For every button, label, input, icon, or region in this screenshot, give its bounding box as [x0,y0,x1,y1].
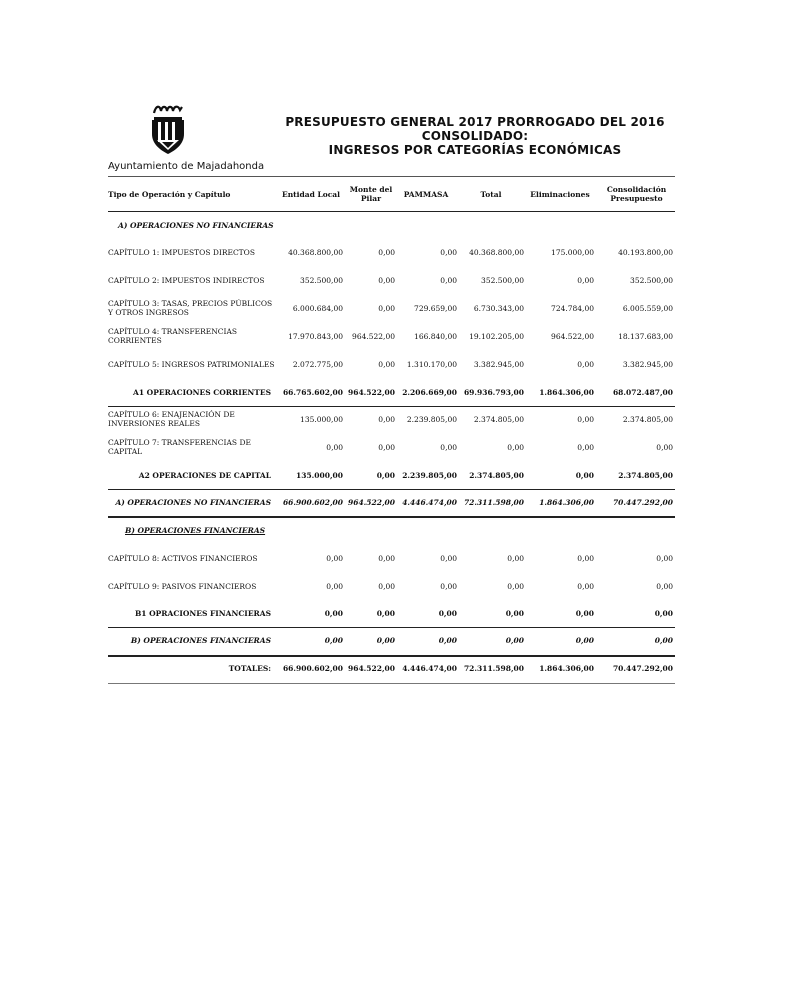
cell-entidad: 0,00 [324,609,343,618]
col-header-total: Total [480,189,502,199]
cell-monte: 0,00 [378,248,395,257]
cell-entidad: 352.500,00 [300,276,343,285]
col-header-entidad: Entidad Local [282,189,340,199]
cell-consolidacion: 0,00 [656,582,673,591]
cell-total: 72.311.598,00 [463,498,524,507]
cell-total: 2.374.805,00 [469,471,524,480]
cell-total: 0,00 [505,636,524,645]
table-bottom-rule [108,683,675,684]
table-header [108,177,675,212]
cell-pammasa: 0,00 [440,582,457,591]
cell-consolidacion: 0,00 [654,609,673,618]
cell-entidad: 135.000,00 [300,415,343,424]
cell-monte: 964.522,00 [352,332,395,341]
row-label: A2 OPERACIONES DE CAPITAL [138,471,271,480]
cell-monte: 0,00 [378,304,395,313]
cell-entidad: 0,00 [326,443,343,452]
cell-pammasa: 0,00 [438,636,457,645]
row-divider [108,489,675,490]
cell-eliminaciones: 1.864.306,00 [539,664,594,673]
cell-pammasa: 2.239.805,00 [406,415,457,424]
majadahonda-coat-of-arms-icon [150,104,186,158]
cell-total: 3.382.945,00 [473,360,524,369]
cell-pammasa: 0,00 [440,443,457,452]
cell-monte: 0,00 [378,276,395,285]
cell-total: 72.311.598,00 [463,664,524,673]
row-label: CAPÍTULO 4: TRANSFERENCIAS CORRIENTES [108,327,238,345]
row-label: B) OPERACIONES FINANCIERAS [130,636,271,645]
cell-consolidacion: 0,00 [654,636,673,645]
title-line-1: PRESUPUESTO GENERAL 2017 PRORROGADO DEL 2016 [285,115,665,129]
cell-total: 352.500,00 [481,276,524,285]
cell-pammasa: 0,00 [440,276,457,285]
cell-entidad: 6.000.684,00 [292,304,343,313]
cell-eliminaciones: 1.864.306,00 [539,388,594,397]
cell-consolidacion: 2.374.805,00 [618,471,673,480]
cell-eliminaciones: 0,00 [577,554,594,563]
cell-total: 2.374.805,00 [473,415,524,424]
section-divider [108,516,675,518]
cell-consolidacion: 70.447.292,00 [612,664,673,673]
cell-entidad: 0,00 [326,582,343,591]
cell-pammasa: 1.310.170,00 [406,360,457,369]
col-header-type: Tipo de Operación y Capítulo [108,189,231,199]
cell-eliminaciones: 1.864.306,00 [539,498,594,507]
cell-consolidacion: 18.137.683,00 [618,332,673,341]
row-label: CAPÍTULO 9: PASIVOS FINANCIEROS [108,582,257,591]
cell-pammasa: 729.659,00 [414,304,457,313]
cell-monte: 0,00 [378,360,395,369]
title-line-3: INGRESOS POR CATEGORÍAS ECONÓMICAS [328,143,622,157]
cell-entidad: 0,00 [326,554,343,563]
cell-eliminaciones: 0,00 [577,276,594,285]
cell-pammasa: 2.206.669,00 [402,388,457,397]
cell-eliminaciones: 964.522,00 [551,332,594,341]
cell-monte: 964.522,00 [348,388,395,397]
col-header-eliminaciones: Eliminaciones [530,189,590,199]
cell-pammasa: 0,00 [440,554,457,563]
cell-monte: 0,00 [378,554,395,563]
section-divider [108,655,675,657]
col-header-monte: Monte del Pilar [349,185,393,203]
cell-consolidacion: 0,00 [656,443,673,452]
cell-pammasa: 2.239.805,00 [402,471,457,480]
cell-monte: 0,00 [376,609,395,618]
cell-monte: 0,00 [378,582,395,591]
cell-entidad: 40.368.800,00 [288,248,343,257]
cell-entidad: 66.765.602,00 [282,388,343,397]
col-header-pammasa: PAMMASA [403,189,449,199]
row-label: CAPÍTULO 7: TRANSFERENCIAS DE CAPITAL [108,438,251,456]
cell-total: 40.368.800,00 [469,248,524,257]
cell-pammasa: 166.840,00 [414,332,457,341]
section-heading-b: B) OPERACIONES FINANCIERAS [125,526,266,535]
cell-consolidacion: 352.500,00 [630,276,673,285]
row-label: TOTALES: [228,664,271,673]
cell-total: 6.730.343,00 [473,304,524,313]
cell-monte: 0,00 [376,471,395,480]
cell-eliminaciones: 175.000,00 [551,248,594,257]
cell-consolidacion: 2.374.805,00 [622,415,673,424]
cell-entidad: 0,00 [324,636,343,645]
row-label: CAPÍTULO 3: TASAS, PRECIOS PÚBLICOS Y OTROS INGRESOS [108,299,273,317]
cell-eliminaciones: 0,00 [575,471,594,480]
row-divider [108,406,675,407]
cell-total: 0,00 [505,609,524,618]
row-label: A1 OPERACIONES CORRIENTES [133,388,271,397]
section-heading-a: A) OPERACIONES NO FINANCIERAS [118,221,274,230]
cell-monte: 0,00 [378,415,395,424]
cell-eliminaciones: 0,00 [577,415,594,424]
cell-consolidacion: 6.005.559,00 [622,304,673,313]
cell-entidad: 17.970.843,00 [288,332,343,341]
row-label: B1 OPRACIONES FINANCIERAS [134,609,271,618]
cell-eliminaciones: 0,00 [577,582,594,591]
cell-consolidacion: 3.382.945,00 [622,360,673,369]
cell-pammasa: 4.446.474,00 [402,498,457,507]
page-title [275,115,675,157]
row-label: CAPÍTULO 1: IMPUESTOS DIRECTOS [108,248,255,257]
row-label: CAPÍTULO 5: INGRESOS PATRIMONIALES [108,360,275,369]
cell-pammasa: 4.446.474,00 [402,664,457,673]
cell-consolidacion: 40.193.800,00 [618,248,673,257]
cell-total: 19.102.205,00 [469,332,524,341]
cell-total: 69.936.793,00 [463,388,524,397]
org-name: Ayuntamiento de Majadahonda [108,161,265,172]
cell-entidad: 135.000,00 [296,471,343,480]
row-label: CAPÍTULO 2: IMPUESTOS INDIRECTOS [108,276,265,285]
cell-consolidacion: 70.447.292,00 [612,498,673,507]
cell-total: 0,00 [507,443,524,452]
cell-entidad: 66.900.602,00 [282,664,343,673]
cell-consolidacion: 0,00 [656,554,673,563]
cell-consolidacion: 68.072.487,00 [612,388,673,397]
cell-eliminaciones: 0,00 [575,609,594,618]
row-label: CAPÍTULO 8: ACTIVOS FINANCIEROS [108,554,258,563]
cell-entidad: 66.900.602,00 [282,498,343,507]
row-divider [108,627,675,628]
cell-entidad: 2.072.775,00 [292,360,343,369]
cell-monte: 0,00 [378,443,395,452]
cell-monte: 964.522,00 [348,664,395,673]
cell-eliminaciones: 0,00 [577,360,594,369]
cell-pammasa: 0,00 [440,248,457,257]
cell-eliminaciones: 724.784,00 [551,304,594,313]
row-label: CAPÍTULO 6: ENAJENACIÓN DE INVERSIONES REALES [108,410,235,428]
cell-monte: 964.522,00 [348,498,395,507]
col-header-consolidacion: Consolidación Presupuesto [606,185,667,203]
title-line-2: CONSOLIDADO: [421,129,529,143]
row-label: A) OPERACIONES NO FINANCIERAS [115,498,271,507]
cell-eliminaciones: 0,00 [575,636,594,645]
cell-pammasa: 0,00 [438,609,457,618]
cell-total: 0,00 [507,582,524,591]
cell-monte: 0,00 [376,636,395,645]
cell-total: 0,00 [507,554,524,563]
cell-eliminaciones: 0,00 [577,443,594,452]
